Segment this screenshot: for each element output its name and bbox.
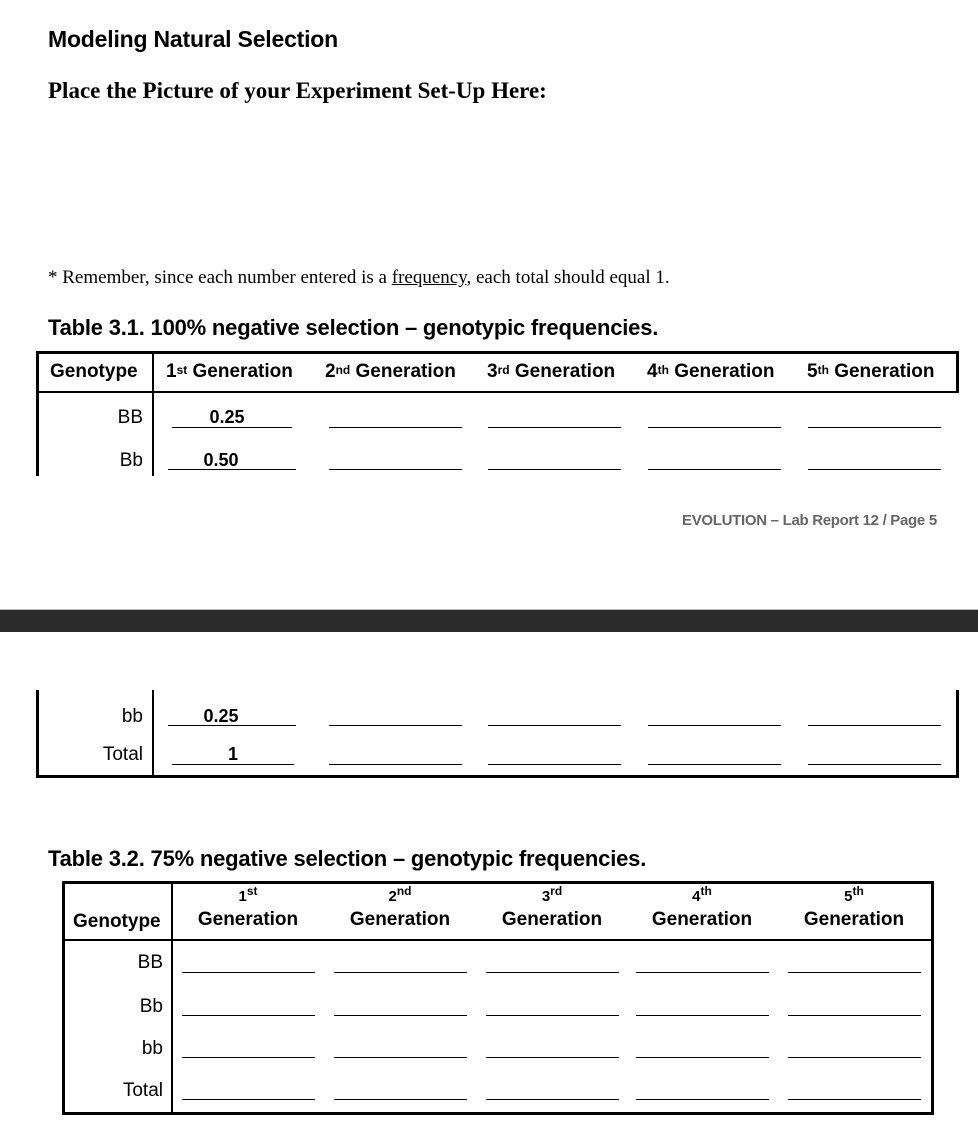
table2-bb-gen3-field[interactable] bbox=[486, 972, 619, 973]
table1-left-border-bottom bbox=[36, 690, 39, 778]
table1-bmix-gen3-field[interactable] bbox=[488, 469, 621, 470]
table2-bmix-gen5-field[interactable] bbox=[788, 1015, 921, 1016]
table1-total-gen3-field[interactable] bbox=[488, 764, 621, 765]
table1-bb-gen4-field[interactable] bbox=[648, 427, 781, 428]
table2-gen1-header: 1st Generation bbox=[197, 884, 299, 930]
table2-gen4-header: 4th Generation bbox=[651, 884, 753, 930]
table1-total-gen1-value: 1 bbox=[227, 744, 238, 764]
table2-row-label-bb-mixed: Bb bbox=[139, 996, 163, 1017]
table2-bblow-gen4-field[interactable] bbox=[636, 1057, 769, 1058]
table2-total-gen4-field[interactable] bbox=[636, 1099, 769, 1100]
table2-bmix-gen3-field[interactable] bbox=[486, 1015, 619, 1016]
table2-bmix-gen4-field[interactable] bbox=[636, 1015, 769, 1016]
table2-col-divider bbox=[171, 881, 173, 1114]
table2-total-gen3-field[interactable] bbox=[486, 1099, 619, 1100]
table1-bottom-border bbox=[36, 775, 959, 778]
table2-gen5-header: 5th Generation bbox=[803, 884, 905, 930]
table1-col-divider-bottom bbox=[152, 690, 154, 776]
table1-col-divider-top bbox=[152, 351, 154, 476]
note-prefix: * Remember, since each number entered is a bbox=[48, 267, 392, 288]
table2-total-gen5-field[interactable] bbox=[788, 1099, 921, 1100]
table1-left-border-top bbox=[36, 351, 39, 476]
table2-header-divider bbox=[62, 939, 934, 941]
table1-row-label-bb-mixed: Bb bbox=[119, 450, 143, 471]
table1-top-border bbox=[36, 351, 959, 354]
note-suffix: , each total should equal 1. bbox=[466, 267, 670, 288]
document-title: Modeling Natural Selection bbox=[48, 26, 339, 52]
table1-row-label-bb-lower: bb bbox=[121, 706, 143, 727]
table1-header-divider bbox=[36, 391, 959, 393]
table2-left-border bbox=[62, 881, 65, 1115]
table1-caption: Table 3.1. 100% negative selection – genotypic frequencies. bbox=[48, 315, 659, 340]
table1-bmix-gen5-field[interactable] bbox=[808, 469, 941, 470]
table1-gen4-header: 4th Generation bbox=[647, 361, 775, 382]
table1-right-border-bottom bbox=[956, 690, 959, 778]
table1-bb-gen5-field[interactable] bbox=[808, 427, 941, 428]
table1-bmix-gen1-value: 0.50 bbox=[203, 450, 239, 470]
table1-genotype-header: Genotype bbox=[50, 361, 138, 382]
table1-right-border-top bbox=[956, 351, 959, 393]
table2-gen3-header: 3rd Generation bbox=[501, 884, 603, 930]
table2-bblow-gen2-field[interactable] bbox=[334, 1057, 467, 1058]
table1-gen3-header: 3rd Generation bbox=[487, 361, 616, 382]
table2-bb-gen5-field[interactable] bbox=[788, 972, 921, 973]
frequency-note bbox=[48, 267, 670, 289]
table2-bottom-border bbox=[62, 1112, 934, 1115]
table1-bmix-gen2-field[interactable] bbox=[329, 469, 462, 470]
table1-bb-gen2-field[interactable] bbox=[329, 427, 462, 428]
note-link: frequency bbox=[391, 267, 467, 288]
picture-prompt: Place the Picture of your Experiment Set-Up Here: bbox=[48, 78, 547, 103]
table2-row-label-bb-upper: BB bbox=[137, 952, 163, 973]
table2-bmix-gen1-field[interactable] bbox=[182, 1015, 315, 1016]
table1-total-gen2-field[interactable] bbox=[329, 764, 462, 765]
table1-bb-gen1-value: 0.25 bbox=[209, 407, 245, 427]
table1-total-gen4-field[interactable] bbox=[648, 764, 781, 765]
table2-bmix-gen2-field[interactable] bbox=[334, 1015, 467, 1016]
page-break bbox=[0, 610, 978, 632]
table1-bblow-gen3-field[interactable] bbox=[488, 725, 621, 726]
table2-total-gen2-field[interactable] bbox=[334, 1099, 467, 1100]
table1-row-label-total: Total bbox=[102, 744, 143, 765]
table1-gen2-header: 2nd Generation bbox=[325, 361, 456, 382]
table2-bb-gen1-field[interactable] bbox=[182, 972, 315, 973]
table1-gen5-header: 5th Generation bbox=[807, 361, 935, 382]
table1-bblow-gen1-value: 0.25 bbox=[203, 706, 239, 726]
table2-bblow-gen3-field[interactable] bbox=[486, 1057, 619, 1058]
table1-bmix-gen4-field[interactable] bbox=[648, 469, 781, 470]
table1-total-gen5-field[interactable] bbox=[808, 764, 941, 765]
table2-gen2-header: 2nd Generation bbox=[349, 884, 451, 930]
page-footer: EVOLUTION – Lab Report 12 / Page 5 bbox=[682, 512, 937, 529]
table2-row-label-bb-lower: bb bbox=[141, 1038, 163, 1059]
table2-caption: Table 3.2. 75% negative selection – genotypic frequencies. bbox=[48, 846, 647, 871]
table1-row-label-bb-upper: BB bbox=[117, 407, 143, 428]
table2-total-gen1-field[interactable] bbox=[182, 1099, 315, 1100]
table1-bblow-gen2-field[interactable] bbox=[329, 725, 462, 726]
table1-bblow-gen5-field[interactable] bbox=[808, 725, 941, 726]
table2-bb-gen4-field[interactable] bbox=[636, 972, 769, 973]
table2-right-border bbox=[931, 881, 934, 1115]
table1-gen1-header: 1st Generation bbox=[166, 361, 293, 382]
table2-bblow-gen1-field[interactable] bbox=[182, 1057, 315, 1058]
table1-bb-gen3-field[interactable] bbox=[488, 427, 621, 428]
table2-genotype-header: Genotype bbox=[73, 911, 161, 932]
table1-bblow-gen4-field[interactable] bbox=[648, 725, 781, 726]
table2-bb-gen2-field[interactable] bbox=[334, 972, 467, 973]
table2-bblow-gen5-field[interactable] bbox=[788, 1057, 921, 1058]
table2-row-label-total: Total bbox=[122, 1080, 163, 1101]
